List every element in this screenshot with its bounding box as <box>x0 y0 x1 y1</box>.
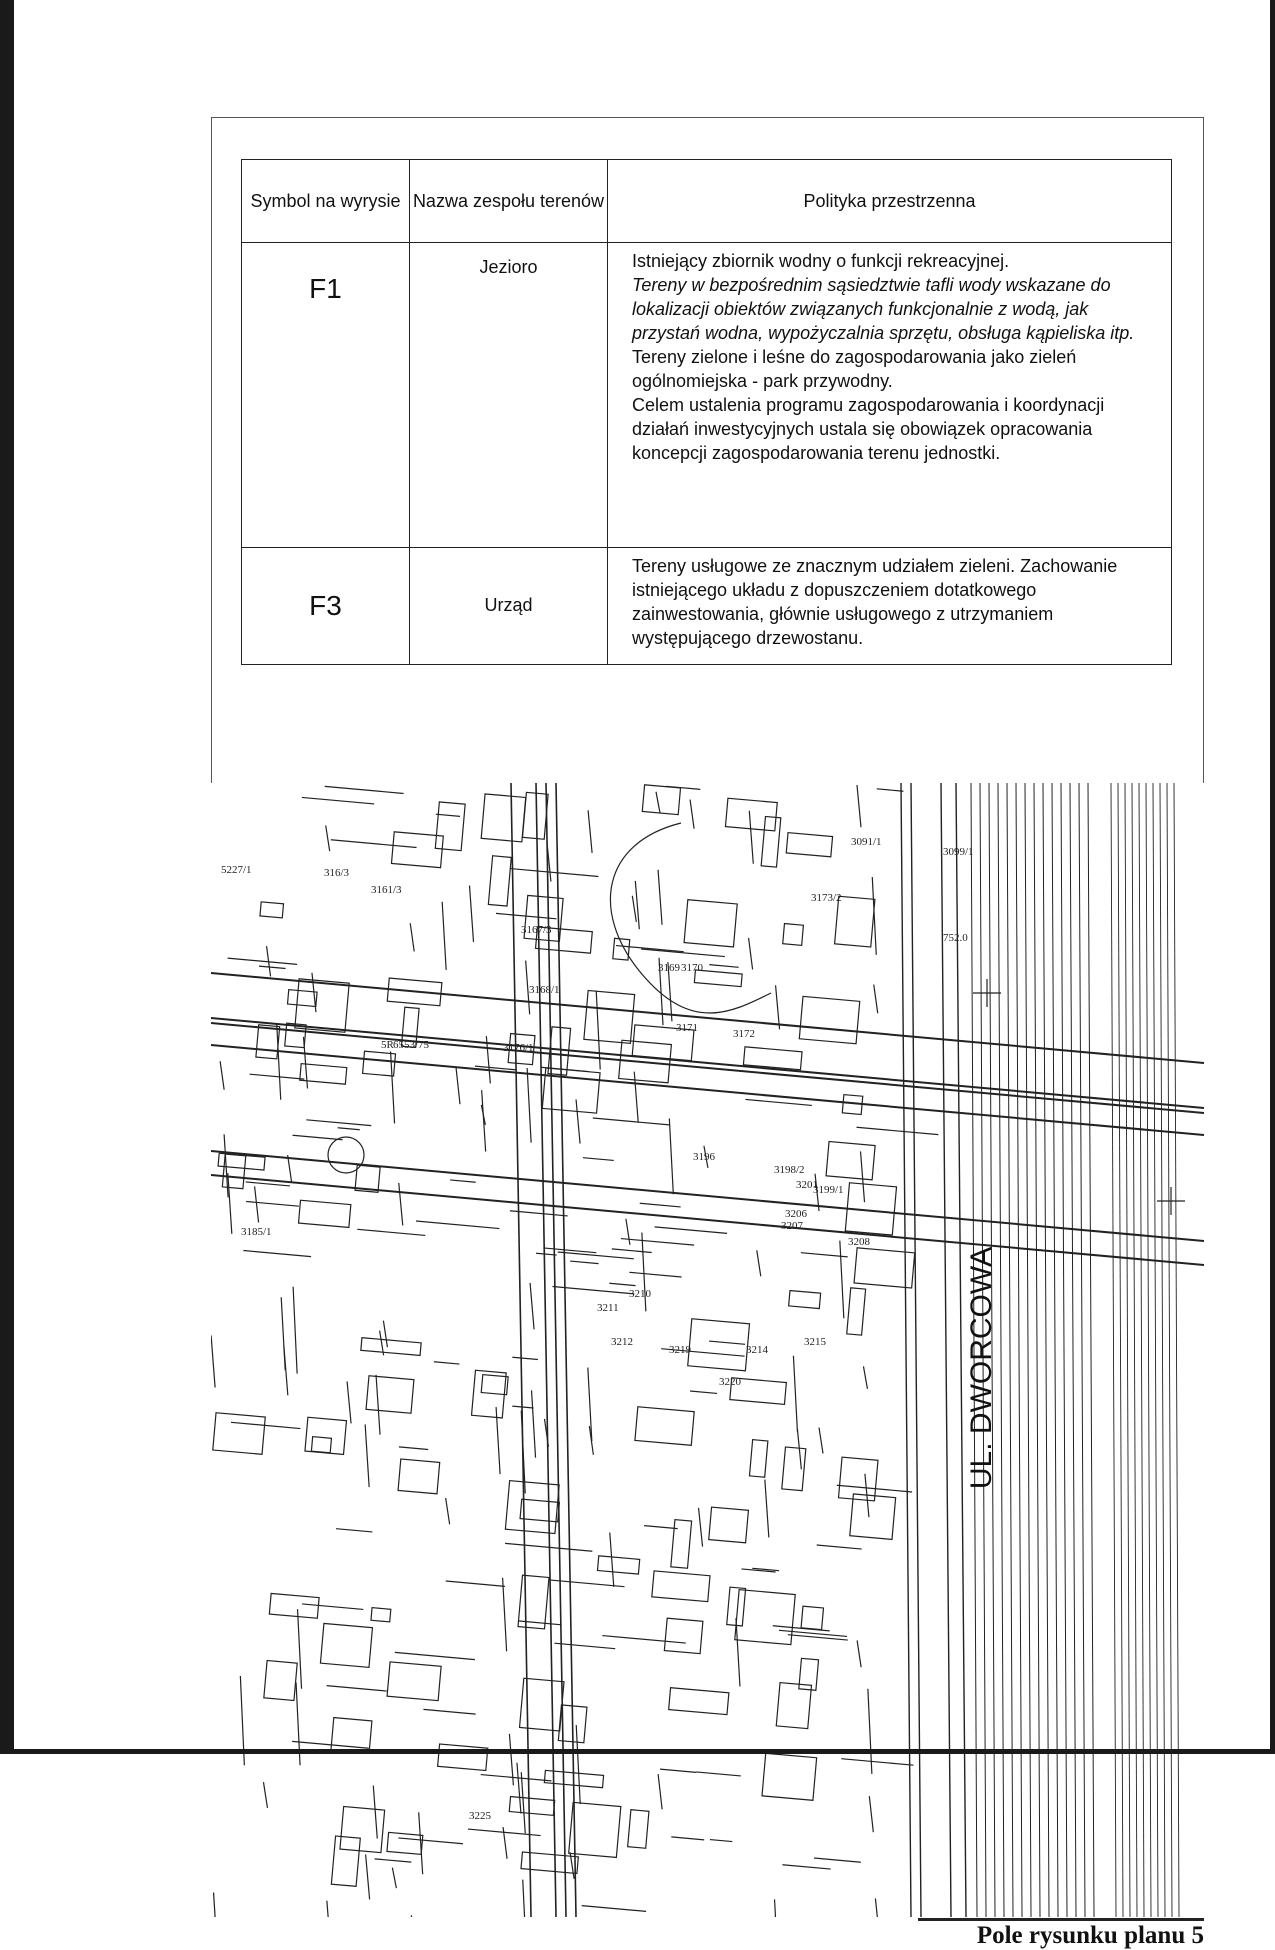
parcel-label: 3201 <box>796 1179 818 1191</box>
parcel-label: 3176/1 <box>503 1042 534 1054</box>
parcel-label: 3167/3 <box>521 924 552 936</box>
footer-label: Pole rysunku planu 5 <box>976 1922 1204 1949</box>
parcel-label: 3215 <box>804 1336 826 1348</box>
parcel-label: 3161/3 <box>371 884 402 896</box>
parcel-label: 3208 <box>848 1236 870 1248</box>
table-row <box>242 548 1172 665</box>
header-name: Nazwa zespołu terenów <box>410 160 608 243</box>
parcel-label: 3225 <box>469 1810 491 1822</box>
parcel-label: 6553/75 <box>393 1039 430 1051</box>
parcel-label: 3206 <box>785 1208 807 1220</box>
parcel-label: 3091/1 <box>851 836 882 848</box>
name-cell: Urząd <box>410 548 608 665</box>
policy-line: Tereny zielone i leśne do zagospodarowania jako zieleń ogólnomiejska - park przywodny. <box>632 347 1077 391</box>
parcel-label: 3220 <box>719 1376 741 1388</box>
parcel-label: 3173/2 <box>811 892 842 904</box>
parcel-label: 3168/1 <box>529 984 560 996</box>
policy-line: Celem ustalenia programu zagospodarowania i koordynacji działań inwestycyjnych ustala się obowiązek opracowania koncepcji zagospodarowania terenu jednostki. <box>632 395 1105 463</box>
policy-cell <box>608 548 1172 665</box>
parcel-label: 3169 <box>658 962 680 974</box>
parcel-label: 3198/2 <box>774 1164 805 1176</box>
parcel-label: 5R <box>381 1039 394 1051</box>
name-cell: Jezioro <box>410 243 608 548</box>
policy-cell <box>608 243 1172 548</box>
street-label: UL. DWORCOWA <box>965 1246 998 1490</box>
parcel-label: 3207 <box>781 1220 803 1232</box>
policy-line: Tereny usługowe ze znacznym udziałem zieleni. Zachowanie istniejącego układu z dopuszczeniem dotatkowego zainwestowania, głównie usługowego z utrzymaniem występującego drzewostanu. <box>632 556 1118 648</box>
parcel-label: 3171 <box>676 1022 698 1034</box>
policy-table <box>241 159 1172 665</box>
footer-rule <box>918 1918 1204 1921</box>
cadastral-map-drawing <box>211 783 1204 1917</box>
parcel-label: 5227/1 <box>221 864 252 876</box>
table-header-row <box>242 160 1172 243</box>
parcel-label: 3196 <box>693 1151 715 1163</box>
header-policy: Polityka przestrzenna <box>608 160 1172 243</box>
header-symbol: Symbol na wyrysie <box>242 160 410 243</box>
cadastral-map <box>211 783 1204 1917</box>
parcel-label: 3219 <box>669 1344 691 1356</box>
parcel-label: 3185/1 <box>241 1226 272 1238</box>
parcel-label: 3172 <box>733 1028 755 1040</box>
scan-edge-left <box>0 0 14 1754</box>
scan-edge-bottom <box>0 1749 1275 1754</box>
parcel-label: 752.0 <box>943 932 968 944</box>
parcel-label: 3099/1 <box>943 846 974 858</box>
parcel-label: 3170 <box>681 962 703 974</box>
parcel-label: 3210 <box>629 1288 651 1300</box>
symbol-cell: F3 <box>242 548 410 665</box>
parcel-label: 3214 <box>746 1344 768 1356</box>
policy-line <box>632 273 1151 345</box>
symbol-cell: F1 <box>242 243 410 548</box>
policy-line-italic: Tereny w bezpośrednim sąsiedztwie tafli wody wskazane do lokalizacji obiektów związanych funkcjonalnie z wodą, jak przystań wodna, wypożyczalnia sprzętu, obsługa kąpieliska itp. <box>632 275 1135 343</box>
parcel-label: 316/3 <box>324 867 350 879</box>
table-row <box>242 243 1172 548</box>
policy-line: Istniejący zbiornik wodny o funkcji rekreacyjnej. <box>632 251 1010 271</box>
scan-edge-right <box>1270 0 1275 1754</box>
parcel-label: 3211 <box>597 1302 619 1314</box>
parcel-label: 3212 <box>611 1336 633 1348</box>
parcel-label: 3199/1 <box>813 1184 844 1196</box>
